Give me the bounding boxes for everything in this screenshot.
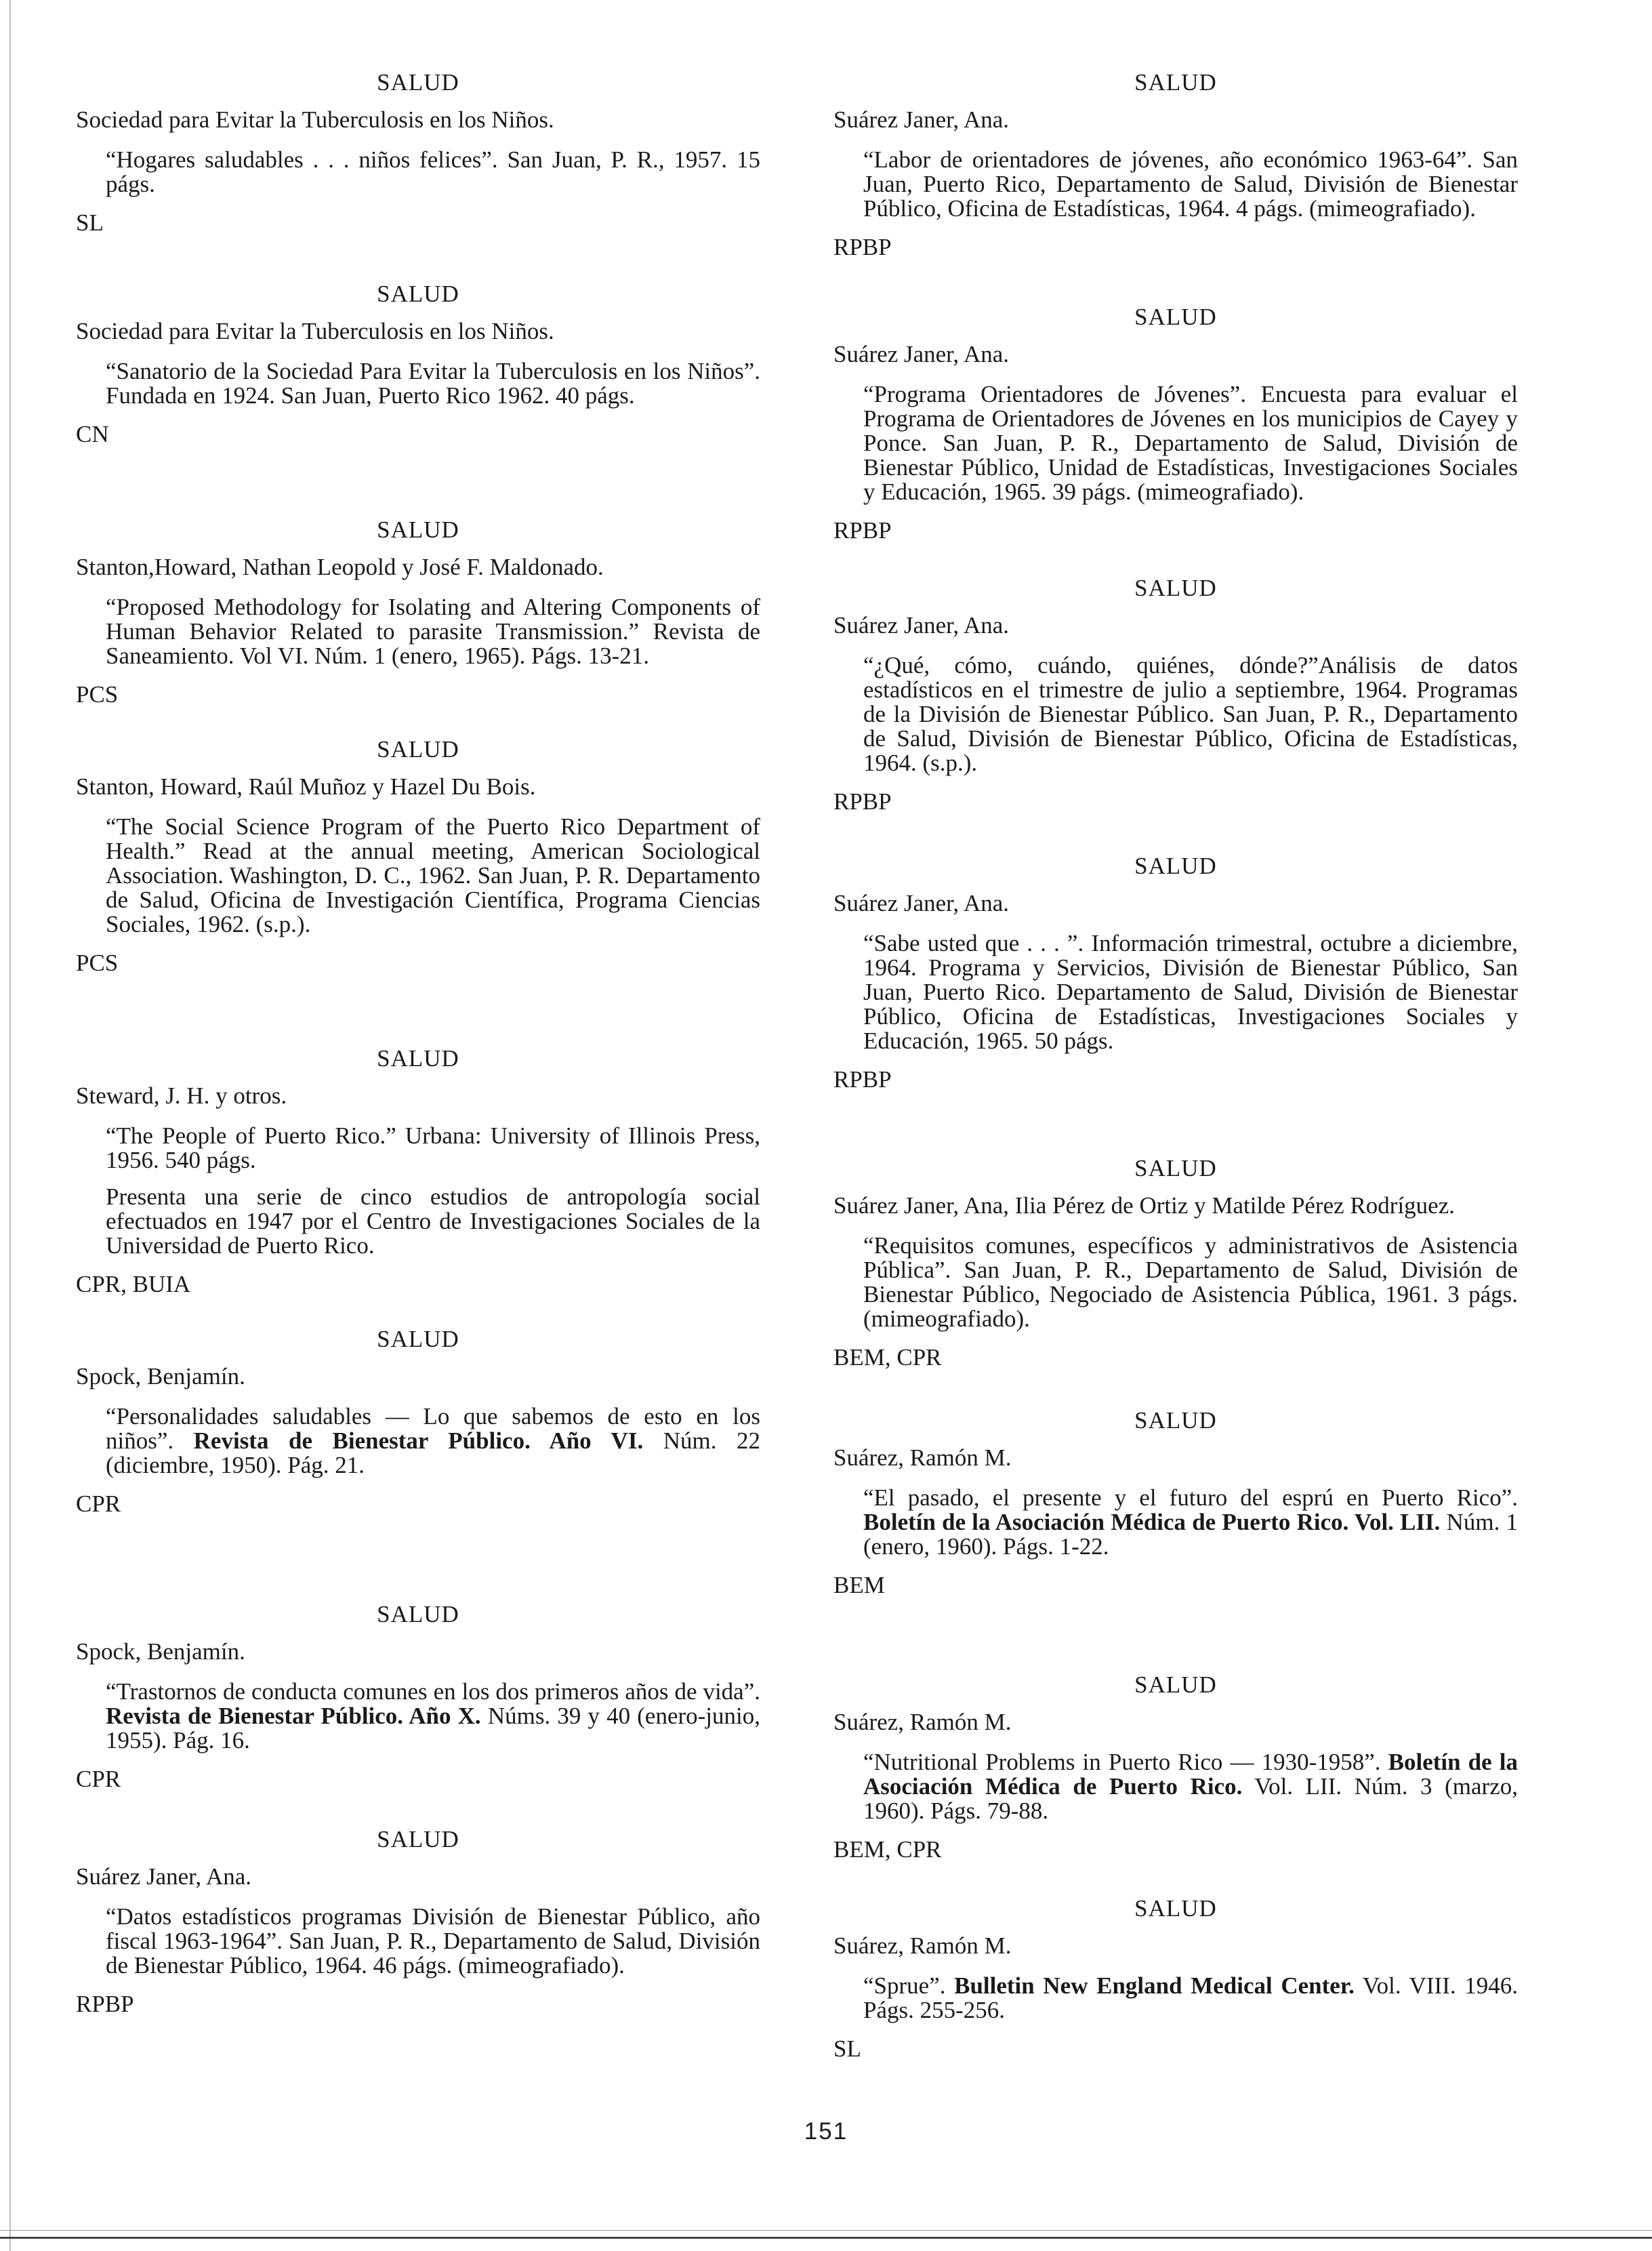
library-code: BEM, CPR [833,1836,942,1863]
bibliography-entry [833,302,1518,545]
scan-bottom-rule [0,2230,1652,2231]
entry-citation [833,148,1518,221]
citation-text: Vol. LII. Núm. 3 (marzo, 1960). Págs. 79-88. [863,1773,1518,1824]
entry-citation [76,1124,760,1173]
left-column [76,68,760,2019]
entry-heading [833,302,1518,332]
entry-heading-text: SALUD [1134,1671,1217,1698]
library-code: PCS [76,681,119,708]
entry-author: Suárez Janer, Ana. [833,106,1010,133]
library-code: CN [76,421,109,447]
entry-heading [833,68,1518,98]
entry-heading [833,851,1518,881]
entry-heading-text: SALUD [1134,853,1217,879]
entry-heading-text: SALUD [1134,1895,1217,1922]
entry-author: Sociedad para Evitar la Tuberculosis en los Niños. [76,106,554,133]
library-code: RPBP [76,1991,134,2017]
citation-text: Núm. 1 (enero, 1960). Págs. 1-22. [863,1509,1519,1560]
entry-citation [76,1680,760,1753]
bibliography-entry [833,1670,1518,1864]
entry-heading [833,1406,1518,1436]
entry-heading [833,1670,1518,1700]
entry-heading-text: SALUD [377,1601,459,1627]
entry-author: Stanton,Howard, Nathan Leopold y José F. Maldonado. [76,554,604,580]
entry-author: Steward, J. H. y otros. [76,1082,287,1109]
bibliography-entry [76,1825,760,2019]
entry-author: Suárez Janer, Ana. [833,341,1010,367]
library-code: CPR [76,1490,121,1517]
entry-heading-text: SALUD [1134,1155,1217,1181]
citation-text: “Programa Orientadores de Jóvenes”. Encuesta para evaluar el Programa de Orientadores de Jóvenes en los municipios de Cayey y Ponce. San Juan, P. R., Departamento de Salud, División de Bienestar Público, Unidad de Estadísticas, Investigaciones Sociales y Educación, 1965. 39 págs. (mimeografiado). [863,381,1518,505]
entry-author: Suárez Janer, Ana, Ilia Pérez de Ortiz y Matilde Pérez Rodríguez. [833,1192,1455,1219]
bibliography-entry [76,515,760,709]
bibliography-entry [76,735,760,977]
citation-text: “Labor de orientadores de jóvenes, año económico 1963-64”. San Juan, Puerto Rico, Departamento de Salud, División de Bienestar Público, Oficina de Estadísticas, 1964. 4 págs. (mimeografiado). [863,146,1518,222]
entry-author: Suárez, Ramón M. [833,1932,1012,1959]
citation-text: Vol. VIII. 1946. Págs. 255-256. [863,1972,1518,2023]
library-code: BEM, CPR [833,1344,942,1371]
library-code: RPBP [833,788,892,815]
citation-text: “Nutritional Problems in Puerto Rico — 1930-1958”. [863,1749,1388,1775]
entry-heading-text: SALUD [1134,304,1217,330]
entry-citation [76,359,760,408]
entry-heading-text: SALUD [1134,1407,1217,1434]
entry-author: Spock, Benjamín. [76,1363,245,1390]
bibliography-entry [833,1894,1518,2063]
citation-text: Núm. 22 (diciembre, 1950). Pág. 21. [106,1427,761,1478]
entry-heading [76,1600,760,1629]
bibliography-entry [833,1154,1518,1372]
bibliography-entry [833,68,1518,262]
library-code: SL [76,209,104,236]
library-code: RPBP [833,234,892,260]
citation-text: “¿Qué, cómo, cuándo, quiénes, dónde?”Análisis de datos estadísticos en el trimestre de julio a septiembre, 1964. Programas de la División de Bienestar Público. San Juan, P. R., Departamento de Salud, División de Bienestar Público, Oficina de Estadísticas, 1964. (s.p.). [863,652,1518,776]
bibliography-entry [833,1406,1518,1600]
citation-journal: Revista de Bienestar Público. Año X. [106,1703,481,1729]
entry-heading-text: SALUD [1134,69,1217,96]
citation-text: “Trastornos de conducta comunes en los dos primeros años de vida”. [106,1678,760,1705]
entry-heading [76,68,760,98]
citation-text: “The People of Puerto Rico.” Urbana: University of Illinois Press, 1956. 540 págs. [106,1122,760,1173]
entry-citation [833,382,1518,504]
entry-citation [833,1974,1518,2023]
citation-journal: Bulletin New England Medical Center. [954,1972,1355,1999]
entry-heading [76,279,760,309]
entry-heading-text: SALUD [377,1826,459,1852]
entry-heading [833,1894,1518,1924]
scan-left-edge [9,0,11,2251]
entry-author: Sociedad para Evitar la Tuberculosis en los Niños. [76,318,554,344]
entry-citation [833,1750,1518,1823]
entry-citation [76,1404,760,1478]
entry-heading-text: SALUD [377,281,459,307]
entry-heading [76,515,760,545]
library-code: BEM [833,1572,885,1598]
entry-heading-text: SALUD [377,69,459,96]
library-code: PCS [76,950,119,976]
scan-bottom-edge [0,2237,1652,2239]
citation-text: “Proposed Methodology for Isolating and Altering Components of Human Behavior Related to parasite Transmission.” Revista de Saneamiento. Vol VI. Núm. 1 (enero, 1965). Págs. 13-21. [106,594,760,669]
entry-citation [76,148,760,197]
entry-heading-text: SALUD [377,736,459,763]
library-code: RPBP [833,517,892,544]
citation-text: “Datos estadísticos programas División de Bienestar Público, año fiscal 1963-1964”. San Juan, P. R., Departamento de Salud, División de Bienestar Público, 1964. 46 págs. (mimeografiado). [106,1903,760,1979]
bibliography-entry [76,68,760,237]
citation-journal: Boletín de la Asociación Médica de Puerto Rico. Vol. LII. [863,1509,1441,1535]
bibliography-entry [833,851,1518,1094]
bibliography-entry [76,279,760,449]
citation-text: Núms. 39 y 40 (enero-junio, 1955). Pág. 16. [106,1703,760,1753]
library-code: RPBP [833,1066,892,1093]
library-code: SL [833,2035,861,2062]
entry-citation [833,653,1518,775]
entry-heading-text: SALUD [377,516,459,543]
entry-heading [833,1154,1518,1183]
entry-heading [76,1324,760,1354]
entry-heading-text: SALUD [377,1326,459,1352]
citation-journal: Boletín de la Asociación Médica de Puerto Rico. [863,1749,1518,1800]
entry-author: Suárez Janer, Ana. [833,612,1010,638]
entry-citation [833,1234,1518,1331]
citation-journal: Revista de Bienestar Público. Año VI. [193,1427,644,1454]
citation-text: “Requisitos comunes, específicos y administrativos de Asistencia Pública”. San Juan, P. R., Departamento de Salud, División de Bienestar Público, Negociado de Asistencia Pública, 1961. 3 págs. (mimeografiado). [863,1232,1518,1332]
entry-heading [833,573,1518,603]
entry-citation [76,595,760,668]
entry-heading [76,1044,760,1074]
entry-heading-text: SALUD [377,1045,459,1072]
entry-author: Suárez, Ramón M. [833,1709,1012,1735]
library-code: CPR [76,1766,121,1792]
entry-heading-text: SALUD [1134,575,1217,601]
bibliography-entry [76,1600,760,1793]
citation-text: “Sprue”. [863,1972,955,1999]
entry-author: Spock, Benjamín. [76,1638,245,1665]
entry-author: Suárez, Ramón M. [833,1444,1012,1471]
entry-citation [76,1905,760,1978]
citation-text: “El pasado, el presente y el futuro del esprú en Puerto Rico”. [863,1484,1518,1511]
citation-text: “Sanatorio de la Sociedad Para Evitar la Tuberculosis en los Niños”. Fundada en 1924. San Juan, Puerto Rico 1962. 40 págs. [106,358,760,409]
citation-text: “Hogares saludables . . . niños felices”. San Juan, P. R., 1957. 15 págs. [106,146,760,197]
bibliography-entry [833,573,1518,816]
citation-text: “Sabe usted que . . . ”. Información trimestral, octubre a diciembre, 1964. Programa y Servicios, División de Bienestar Público, San Juan, Puerto Rico. Departamento de Salud, División de Bienestar Público, Oficina de Estadísticas, Investigaciones Sociales y Educación, 1965. 50 págs. [863,930,1518,1054]
entry-author: Suárez Janer, Ana. [833,890,1010,916]
bibliography-entry [76,1324,760,1518]
page-number: 151 [804,2118,848,2145]
entry-heading [76,735,760,765]
library-code: CPR, BUIA [76,1271,191,1297]
entry-note: Presenta una serie de cinco estudios de antropología social efectuados en 1947 por el Centro de Investigaciones Sociales de la Universidad de Puerto Rico. [106,1183,760,1259]
entry-citation [833,931,1518,1053]
entry-heading [76,1825,760,1854]
entry-citation [76,815,760,937]
entry-citation [833,1486,1518,1559]
entry-author: Stanton, Howard, Raúl Muñoz y Hazel Du Bois. [76,773,536,800]
entry-author: Suárez Janer, Ana. [76,1863,252,1890]
bibliography-entry [76,1044,760,1299]
right-column [833,68,1518,2063]
citation-text: “Personalidades saludables — Lo que sabemos de esto en los niños”. [106,1403,760,1454]
citation-text: “The Social Science Program of the Puerto Rico Department of Health.” Read at the annual meeting, American Sociological Association. Washington, D. C., 1962. San Juan, P. R. Departamento de Salud, Oficina de Investigación Científica, Programa Ciencias Sociales, 1962. (s.p.). [106,813,760,937]
